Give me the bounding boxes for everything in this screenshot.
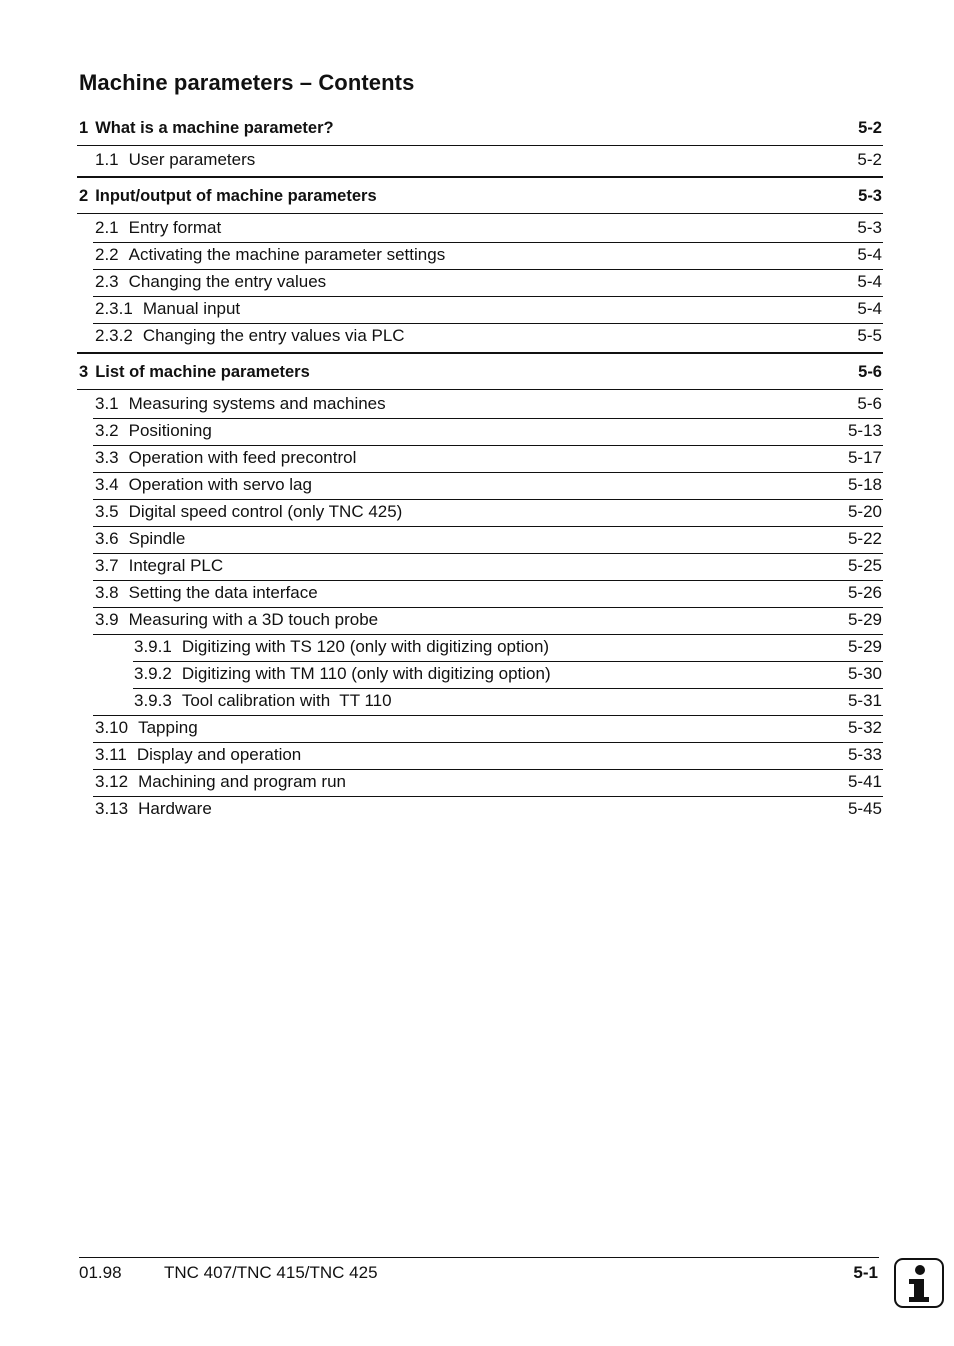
toc-entry[interactable] [134,663,882,684]
toc-number: 3.5 [95,501,119,521]
toc-label [95,799,212,819]
toc-title: Measuring systems and machines [128,393,386,413]
entry-rule [93,418,883,419]
entry-rule [93,715,883,716]
toc-page: 5-31 [847,690,882,710]
toc-label [95,218,221,238]
toc-section[interactable] [79,118,882,137]
toc-page: 5-6 [857,393,882,413]
toc-number: 1.1 [95,149,119,169]
toc-page: 5-13 [847,420,882,440]
toc-page: 5-3 [858,186,882,205]
toc-title: Operation with servo lag [128,474,312,494]
toc-page: 5-20 [847,501,882,521]
toc-entry[interactable] [95,298,882,319]
toc-page: 5-5 [857,325,882,345]
toc-title: What is a machine parameter? [95,118,334,137]
entry-rule [93,499,883,500]
toc-section[interactable] [79,186,882,205]
info-glyph [896,1260,942,1306]
toc-label [95,583,318,603]
toc-entry[interactable] [95,717,882,738]
entry-rule [93,269,883,270]
toc-entry[interactable] [95,474,882,495]
toc-label [134,664,551,684]
toc-title: Digital speed control (only TNC 425) [128,501,403,521]
footer-date: 01.98 [79,1263,122,1282]
toc-page: 5-22 [847,528,882,548]
toc-section[interactable] [79,362,882,381]
toc-label [95,299,240,319]
entry-rule [93,553,883,554]
toc-entry[interactable] [95,217,882,238]
toc-page: 5-29 [847,609,882,629]
toc-page: 5-29 [847,636,882,656]
section-underline [77,213,883,214]
entry-rule [93,296,883,297]
toc-title: Tool calibration with TT 110 [181,690,392,710]
toc-title: Tapping [138,717,198,737]
toc-entry[interactable] [95,582,882,603]
toc-number: 3.9.2 [134,663,172,683]
toc-title: Digitizing with TS 120 (only with digitizing option) [181,636,550,656]
toc-title: Spindle [128,528,186,548]
toc-label [95,718,198,738]
footer-rule [79,1257,879,1258]
toc-number: 3.2 [95,420,119,440]
toc-label [79,362,310,382]
toc-label [95,529,185,549]
toc-page: 5-25 [847,555,882,575]
toc-number: 2.3.2 [95,325,133,345]
toc-label [95,610,378,630]
toc-entry[interactable] [95,393,882,414]
toc-number: 2.3 [95,271,119,291]
toc-title: User parameters [128,149,256,169]
toc-number: 2.3.1 [95,298,133,318]
toc-page: 5-4 [857,298,882,318]
toc-number: 3.9.3 [134,690,172,710]
entry-rule [93,580,883,581]
entry-rule [93,526,883,527]
toc-title: Positioning [128,420,212,440]
toc-title: Integral PLC [128,555,224,575]
toc-entry[interactable] [95,528,882,549]
toc-page: 5-2 [858,118,882,137]
toc-entry[interactable] [134,636,882,657]
toc-page: 5-32 [847,717,882,737]
toc-title: List of machine parameters [95,362,310,381]
toc-label [79,118,334,138]
toc-title: Machining and program run [138,771,346,791]
toc-page: 5-4 [857,244,882,264]
toc-label [95,475,312,495]
toc-number: 2.1 [95,217,119,237]
entry-rule [133,688,883,689]
toc-page: 5-45 [847,798,882,818]
toc-page: 5-3 [857,217,882,237]
toc-entry[interactable] [95,420,882,441]
toc-page: 5-2 [857,149,882,169]
toc-page: 5-26 [847,582,882,602]
toc-page: 5-41 [847,771,882,791]
entry-rule [93,742,883,743]
entry-rule [93,769,883,770]
toc-entry[interactable] [134,690,882,711]
toc-title: Operation with feed precontrol [128,447,357,467]
toc-entry[interactable] [95,271,882,292]
toc-number: 3.1 [95,393,119,413]
toc-entry[interactable] [95,244,882,265]
toc-label [95,272,326,292]
info-icon [894,1258,944,1308]
entry-rule [93,242,883,243]
entry-rule [133,661,883,662]
entry-rule [93,607,883,608]
toc-number: 3.12 [95,771,129,791]
toc-label [95,448,356,468]
toc-entry[interactable] [95,798,882,819]
toc-number: 3.4 [95,474,119,494]
toc-entry[interactable] [95,771,882,792]
toc-entry[interactable] [95,609,882,630]
toc-entry[interactable] [95,555,882,576]
toc-number: 3.3 [95,447,119,467]
toc-number: 2.2 [95,244,119,264]
section-underline [77,389,883,390]
section-underline [77,145,883,146]
toc-page: 5-4 [857,271,882,291]
toc-label [134,637,549,657]
toc-number: 3.9.1 [134,636,172,656]
toc-title: Hardware [138,798,212,818]
entry-rule [93,445,883,446]
toc-page: 5-6 [858,362,882,381]
toc-label [95,421,212,441]
toc-entry[interactable] [95,149,882,170]
section-rule [77,352,883,354]
toc-number: 2 [79,186,89,205]
toc-number: 3.9 [95,609,119,629]
toc-number: 3.8 [95,582,119,602]
toc-page: 5-17 [847,447,882,467]
entry-rule [93,634,883,635]
toc-label [95,150,255,170]
toc-label [95,772,346,792]
toc-page: 5-18 [847,474,882,494]
toc-page: 5-30 [847,663,882,683]
toc-number: 3.13 [95,798,129,818]
toc-entry[interactable] [95,501,882,522]
toc-title: Manual input [142,298,241,318]
toc-page: 5-33 [847,744,882,764]
footer-model: TNC 407/TNC 415/TNC 425 [164,1263,378,1282]
toc-title: Setting the data interface [128,582,318,602]
toc-title: Changing the entry values via PLC [142,325,405,345]
entry-rule [93,472,883,473]
entry-rule [93,323,883,324]
toc-label [95,556,223,576]
toc-title: Changing the entry values [128,271,327,291]
toc-title: Display and operation [136,744,302,764]
toc-number: 3 [79,362,89,381]
toc-title: Entry format [128,217,222,237]
toc-entry[interactable] [95,744,882,765]
toc-number: 1 [79,118,89,137]
toc-number: 3.10 [95,717,129,737]
entry-rule [93,796,883,797]
toc-label [95,326,405,346]
toc-title: Digitizing with TM 110 (only with digitizing option) [181,663,551,683]
toc-title: Activating the machine parameter settings [128,244,446,264]
section-rule [77,176,883,178]
toc-entry[interactable] [95,447,882,468]
toc-label [79,186,377,206]
toc-number: 3.6 [95,528,119,548]
toc-label [95,502,402,522]
toc-title: Measuring with a 3D touch probe [128,609,379,629]
toc-number: 3.11 [95,744,127,764]
footer-page-number: 5-1 [853,1263,878,1282]
toc-label [95,245,445,265]
toc-entry[interactable] [95,325,882,346]
toc-label [95,394,386,414]
toc-label [95,745,301,765]
toc-label [134,691,392,711]
page-title: Machine parameters – Contents [79,70,415,95]
toc-title: Input/output of machine parameters [95,186,377,205]
toc-number: 3.7 [95,555,119,575]
